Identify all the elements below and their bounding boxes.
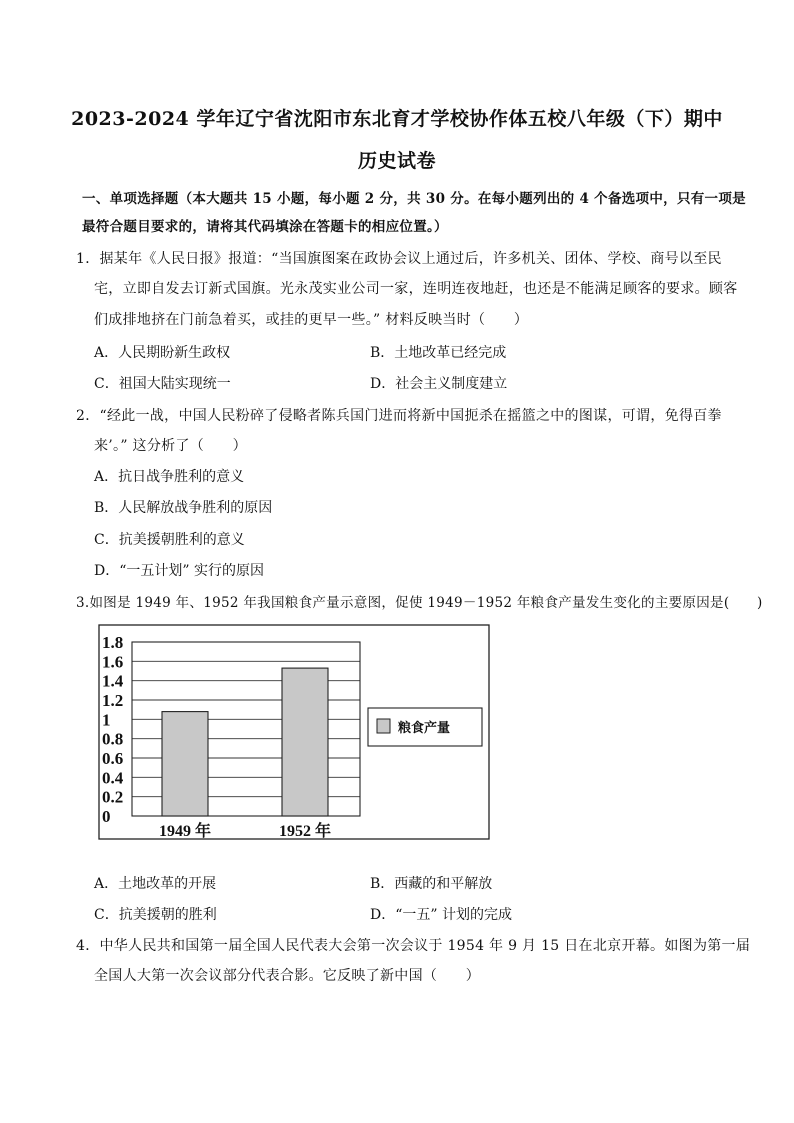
legend-swatch [377,719,390,733]
y-tick-label: 1.6 [102,652,124,672]
q1-line3: 们成排地挤在门前急着买，或挂的更早一些。” 材料反映当时（ ） [94,312,529,328]
q4-line1: 4．中华人民共和国第一届全国人民代表大会第一次会议于 1954 年 9 月 15 日在北京开幕。如图为第一届 [76,938,751,954]
y-tick-label: 1.2 [102,691,124,710]
q1-option-b: B．土地改革已经完成 [370,345,507,361]
q1-option-d: D．社会主义制度建立 [370,376,508,392]
q4-line2: 全国人大第一次会议部分代表合影。它反映了新中国（ ） [94,968,481,984]
bar [162,712,208,816]
q3-option-c: C．抗美援朝的胜利 [94,907,217,923]
exam-title-line1: 2023-2024 学年辽宁省沈阳市东北育才学校协作体五校八年级（下）期中 [71,108,723,130]
y-tick-label: 0.2 [102,787,124,807]
y-tick-label: 1.4 [102,671,124,691]
chart-svg [98,624,490,840]
q2-line2: 来’。” 这分析了（ ） [94,438,247,454]
q3-option-a: A．土地改革的开展 [94,876,217,892]
q2-option-b: B．人民解放战争胜利的原因 [94,500,273,516]
q1-option-a: A．人民期盼新生政权 [94,345,231,361]
y-tick-label: 0.6 [102,749,124,768]
section-instruction-line2: 最符合题目要求的，请将其代码填涂在答题卡的相应位置。） [82,219,448,235]
q2-line1: 2．“经此一战，中国人民粉碎了侵略者陈兵国门进而将新中国扼杀在摇篮之中的图谋，可谓，免得百拳 [76,408,722,424]
bar [282,668,328,816]
exam-title-line2: 历史试卷 [357,150,436,172]
y-tick-label: 1.8 [102,633,124,652]
x-tick-label: 1952 年 [278,823,332,840]
q3-line1: 3.如图是 1949 年、1952 年我国粮食产量示意图，促使 1949－1952 年粮食产量发生变化的主要原因是( ) [76,595,763,611]
q2-option-d: D．“一五计划” 实行的原因 [94,563,264,579]
q1-option-c: C．祖国大陆实现统一 [94,376,231,392]
x-tick-label: 1949 年 [158,823,212,840]
q2-option-a: A．抗日战争胜利的意义 [94,469,245,485]
q3-option-d: D．“一五” 计划的完成 [370,907,512,923]
y-tick-label: 1 [102,710,111,730]
grain-output-chart [98,624,490,840]
q3-option-b: B．西藏的和平解放 [370,876,493,892]
q2-option-c: C．抗美援朝胜利的意义 [94,532,245,548]
y-tick-label: 0.4 [102,768,124,788]
q1-line1: 1．据某年《人民日报》报道：“当国旗图案在政协会议上通过后，许多机关、团体、学校、商号以至民 [76,251,722,267]
q1-line2: 宅，立即自发去订新式国旗。光永茂实业公司一家，连明连夜地赶，也还是不能满足顾客的要求。顾客 [94,281,738,297]
y-tick-label: 0 [102,807,111,826]
section-instruction-line1: 一、单项选择题（本大题共 15 小题，每小题 2 分，共 30 分。在每小题列出的 4 个备选项中，只有一项是 [82,191,746,207]
y-tick-label: 0.8 [102,729,124,749]
legend-label: 粮食产量 [398,721,451,736]
